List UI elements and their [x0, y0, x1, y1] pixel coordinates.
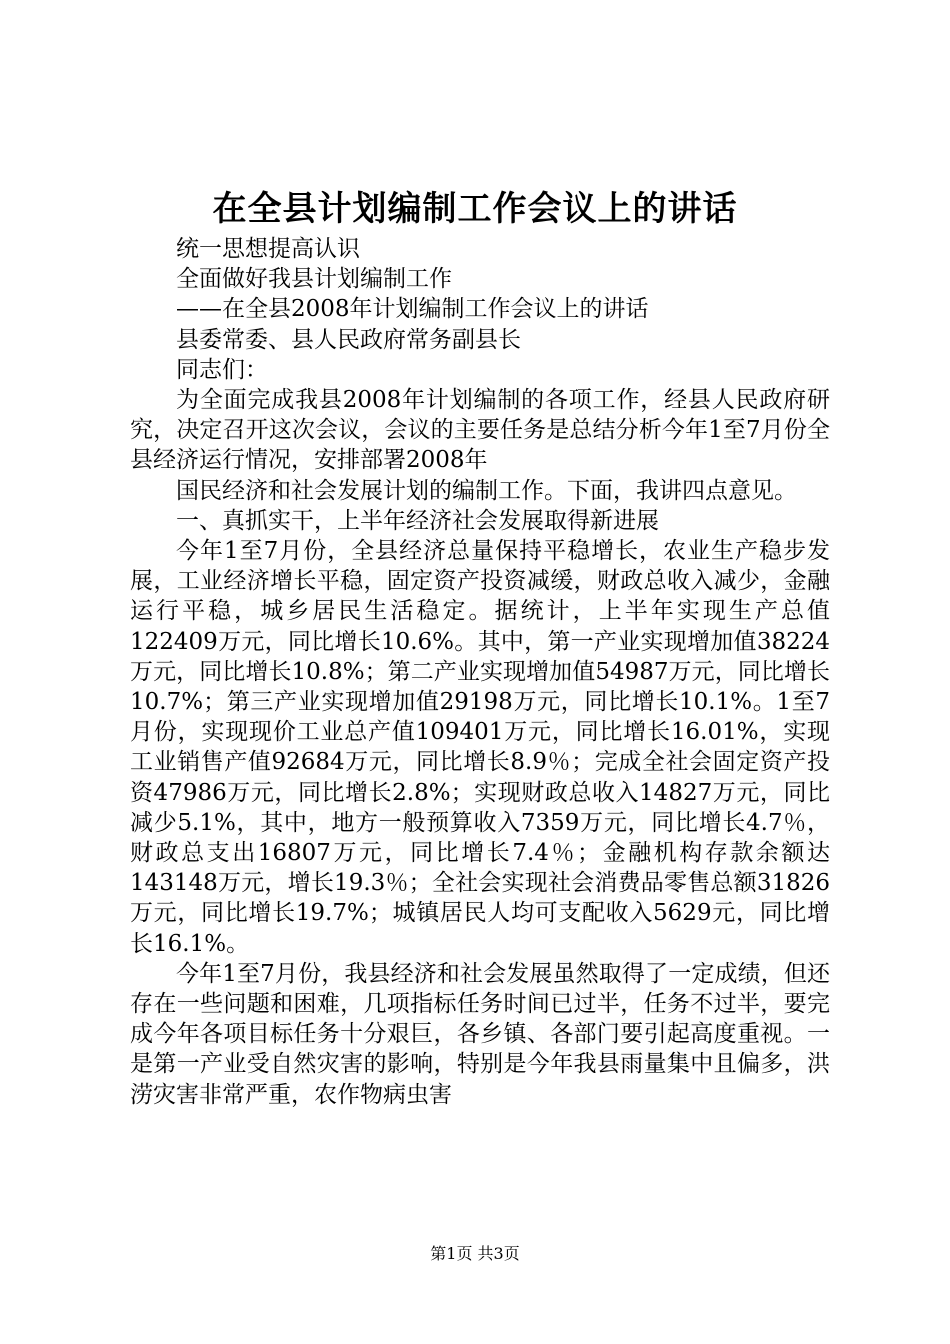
subtitle-line-3: ——在全县2008年计划编制工作会议上的讲话 [176, 296, 649, 323]
speaker-line: 县委常委、县人民政府常务副县长 [176, 326, 521, 353]
page-number-footer: 第1页 共3页 [430, 1244, 520, 1263]
subtitle-line-1: 统一思想提高认识 [176, 236, 360, 262]
paragraph: 为全面完成我县2008年计划编制的各项工作，经县人民政府研究，决定召开这次会议，会议的主要任务是总结分析今年1至7月份全县经济运行情况，安排部署2008年 [130, 387, 830, 474]
subtitle-line-2: 全面做好我县计划编制工作 [176, 266, 452, 293]
document-title: 在全县计划编制工作会议上的讲话 [212, 189, 738, 229]
paragraph: 今年1至7月份，全县经济总量保持平稳增长，农业生产稳步发展，工业经济增长平稳，固定资产投资减缓，财政总收入减少，金融运行平稳，城乡居民生活稳定。据统计，上半年实现生产总值122409万元，同比增长10.6%。其中，第一产业实现增加值38224万元，同比增长10.8%；第二产业实现增加值54987万元，同比增长10.7%；第三产业实现增加值29198万元，同比增长10.1%。1至7月份，实现现价工业总产值109401万元，同比增长16.01%，实现工业销售产值92684万元，同比增长8.9％；完成全社会固定资产投资47986万元，同比增长2.8%；实现财政总收入14827万元，同比减少5.1%，其中，地方一般预算收入7359万元，同比增长4.7％，财政总支出16807万元，同比增长7.4％；金融机构存款余额达143148万元，增长19.3％；全社会实现社会消费品零售总额31826万元，同比增长19.7%；城镇居民人均可支配收入5629元，同比增长16.1%。 [130, 538, 830, 957]
paragraph: 国民经济和社会发展计划的编制工作。下面，我讲四点意见。 [176, 477, 797, 504]
section-heading: 一、真抓实干，上半年经济社会发展取得新进展 [176, 507, 659, 534]
document-body [130, 234, 830, 1110]
paragraph: 今年1至7月份，我县经济和社会发展虽然取得了一定成绩，但还存在一些问题和困难，几项指标任务时间已过半，任务不过半，要完成今年各项目标任务十分艰巨，各乡镇、各部门要引起高度重视。一是第一产业受自然灾害的影响，特别是今年我县雨量集中且偏多，洪涝灾害非常严重，农作物病虫害 [130, 960, 830, 1108]
salutation: 同志们： [176, 356, 268, 383]
